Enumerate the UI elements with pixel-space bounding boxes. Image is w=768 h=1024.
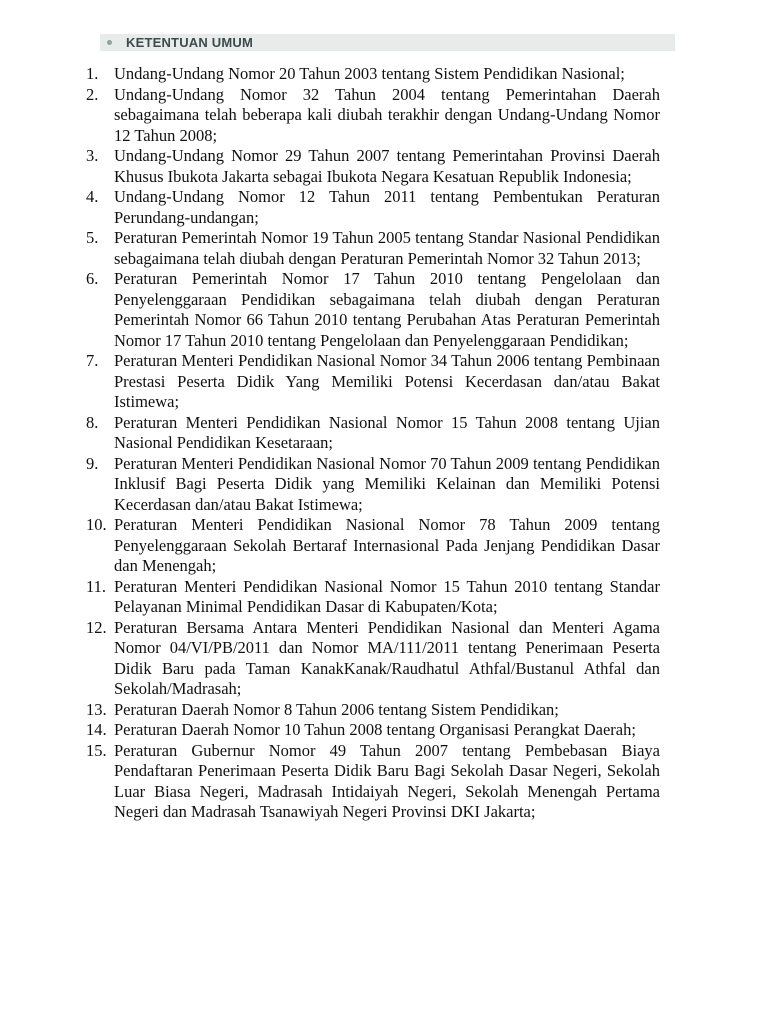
item-text: Undang-Undang Nomor 29 Tahun 2007 tentang Pemerintahan Provinsi Daerah Khusus Ibukota Jakarta sebagai Ibukota Negara Kesatuan Republik Indonesia; bbox=[114, 146, 660, 186]
item-text: Undang-Undang Nomor 20 Tahun 2003 tentang Sistem Pendidikan Nasional; bbox=[114, 64, 625, 83]
item-number: 12. bbox=[86, 617, 107, 637]
item-number: 1. bbox=[86, 64, 99, 83]
item-number: 14. bbox=[86, 720, 107, 739]
item-text: Undang-Undang Nomor 12 Tahun 2011 tentang Pembentukan Peraturan Perundang-undangan; bbox=[114, 187, 660, 227]
list-item bbox=[86, 720, 660, 741]
item-number: 4. bbox=[86, 187, 99, 206]
item-number: 15. bbox=[86, 740, 107, 760]
item-text: Peraturan Menteri Pendidikan Nasional Nomor 15 Tahun 2010 tentang Standar Pelayanan Minimal Pendidikan Dasar di Kabupaten/Kota; bbox=[114, 576, 660, 616]
item-number: 9. bbox=[86, 453, 99, 473]
bullet-icon bbox=[107, 40, 112, 45]
item-number: 6. bbox=[86, 269, 99, 288]
item-number: 7. bbox=[86, 351, 99, 370]
item-number: 2. bbox=[86, 84, 99, 104]
list-item bbox=[86, 413, 660, 454]
item-text: Peraturan Pemerintah Nomor 17 Tahun 2010 tentang Pengelolaan dan Penyelenggaraan Pendidikan sebagaimana telah diubah dengan Peraturan Pemerintah Nomor 66 Tahun 2010 tentang Perubahan Atas Peraturan Pemerintah Nomor 17 Tahun 2010 tentang Pengelolaan dan Penyelenggaraan Pendidikan; bbox=[114, 269, 660, 350]
item-text: Peraturan Pemerintah Nomor 19 Tahun 2005 tentang Standar Nasional Pendidikan sebagaimana telah diubah dengan Peraturan Pemerintah Nomor 32 Tahun 2013; bbox=[114, 228, 660, 268]
item-number: 5. bbox=[86, 228, 99, 247]
item-text: Peraturan Gubernur Nomor 49 Tahun 2007 tentang Pembebasan Biaya Pendaftaran Penerimaan Peserta Didik Baru Bagi Sekolah Dasar Negeri, Sekolah Luar Biasa Negeri, Madrasah Intidaiyah Negeri, Sekolah Menengah Pertama Negeri dan Madrasah Tsanawiyah Negeri Provinsi DKI Jakarta; bbox=[114, 740, 660, 821]
list-item bbox=[86, 577, 660, 618]
list-item bbox=[86, 515, 660, 577]
list-item bbox=[86, 618, 660, 700]
section-header bbox=[100, 34, 675, 51]
item-text: Peraturan Bersama Antara Menteri Pendidikan Nasional dan Menteri Agama Nomor 04/VI/PB/2011 dan Nomor MA/111/2011 tentang Penerimaan Peserta Didik Baru pada Taman KanakKanak/Raudhatul Athfal/Bustanul Athfal dan Sekolah/Madrasah; bbox=[114, 617, 660, 698]
list-item bbox=[86, 146, 660, 187]
list-item bbox=[86, 64, 660, 85]
list-item bbox=[86, 351, 660, 413]
list-item bbox=[86, 454, 660, 516]
item-text: Peraturan Menteri Pendidikan Nasional Nomor 15 Tahun 2008 tentang Ujian Nasional Pendidikan Kesetaraan; bbox=[114, 412, 660, 452]
item-number: 8. bbox=[86, 412, 99, 432]
regulation-list bbox=[86, 64, 660, 823]
item-number: 11. bbox=[86, 576, 107, 596]
item-number: 13. bbox=[86, 699, 107, 719]
item-text: Peraturan Menteri Pendidikan Nasional Nomor 34 Tahun 2006 tentang Pembinaan Prestasi Peserta Didik Yang Memiliki Potensi Kecerdasan dan/atau Bakat Istimewa; bbox=[114, 351, 660, 411]
list-item bbox=[86, 85, 660, 147]
list-item bbox=[86, 269, 660, 351]
item-text: Peraturan Daerah Nomor 10 Tahun 2008 tentang Organisasi Perangkat Daerah; bbox=[114, 720, 636, 739]
item-text: Peraturan Menteri Pendidikan Nasional Nomor 70 Tahun 2009 tentang Pendidikan Inklusif Bagi Peserta Didik yang Memiliki Kelainan dan Memiliki Potensi Kecerdasan dan/atau Bakat Istimewa; bbox=[114, 453, 660, 514]
item-text: Peraturan Menteri Pendidikan Nasional Nomor 78 Tahun 2009 tentang Penyelenggaraan Sekolah Bertaraf Internasional Pada Jenjang Pendidikan Dasar dan Menengah; bbox=[114, 515, 660, 575]
item-text: Undang-Undang Nomor 32 Tahun 2004 tentang Pemerintahan Daerah sebagaimana telah beberapa kali diubah terakhir dengan Undang-Undang Nomor 12 Tahun 2008; bbox=[114, 84, 660, 145]
list-item bbox=[86, 187, 660, 228]
item-text: Peraturan Daerah Nomor 8 Tahun 2006 tentang Sistem Pendidikan; bbox=[114, 699, 559, 719]
list-item bbox=[86, 741, 660, 823]
list-item bbox=[86, 700, 660, 721]
item-number: 10. bbox=[86, 515, 107, 534]
list-item bbox=[86, 228, 660, 269]
item-number: 3. bbox=[86, 146, 99, 165]
section-title: KETENTUAN UMUM bbox=[126, 35, 254, 50]
